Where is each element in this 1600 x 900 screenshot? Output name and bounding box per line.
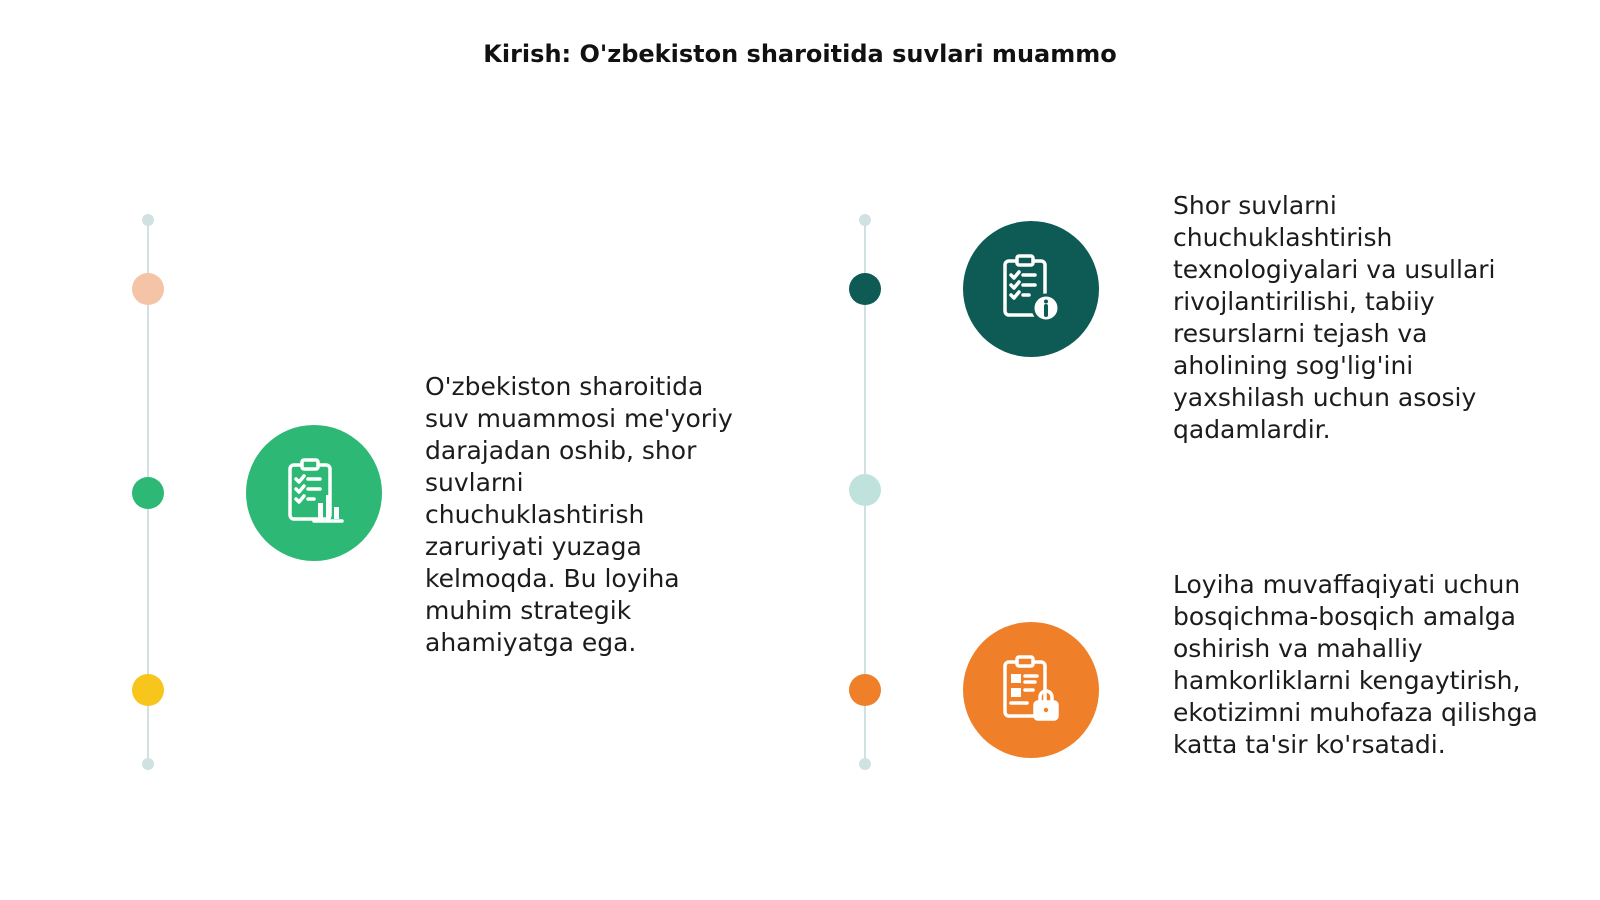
clipboard-chart-icon [246,425,382,561]
item-text-2: Shor suvlarni chuchuklashtirish texnologiyalari va usullari rivojlantirilishi, tabiiy resurslarni tejash va aholining sog'lig'ini yaxshilash uchun asosiy qadamlardir. [1173,191,1496,444]
timeline-bottom-cap [142,758,154,770]
timeline-dot-orange [849,674,881,706]
clipboard-info-icon [963,221,1099,357]
item-text-3: Loyiha muvaffaqiyati uchun bosqichma-bosqich amalga oshirish va mahalliy hamkorliklarni kengaytirish, ekotizimni muhofaza qilishga katta ta'sir ko'rsatadi. [1173,570,1538,759]
clipboard-lock-icon [963,622,1099,758]
timeline-dot-yellow [132,674,164,706]
timeline-dot-light-teal [849,474,881,506]
timeline-top-cap [142,214,154,226]
timeline-dot-dark-teal [849,273,881,305]
timeline-dot-peach [132,273,164,305]
timeline-dot-green [132,477,164,509]
timeline-bottom-cap [859,758,871,770]
page-title: Kirish: O'zbekiston sharoitida suvlari muammo [483,40,1117,68]
item-text-1: O'zbekiston sharoitida suv muammosi me'yoriy darajadan oshib, shor suvlarni chuchuklashtirish zaruriyati yuzaga kelmoqda. Bu loyiha muhim strategik ahamiyatga ega. [425,372,733,657]
timeline-top-cap [859,214,871,226]
